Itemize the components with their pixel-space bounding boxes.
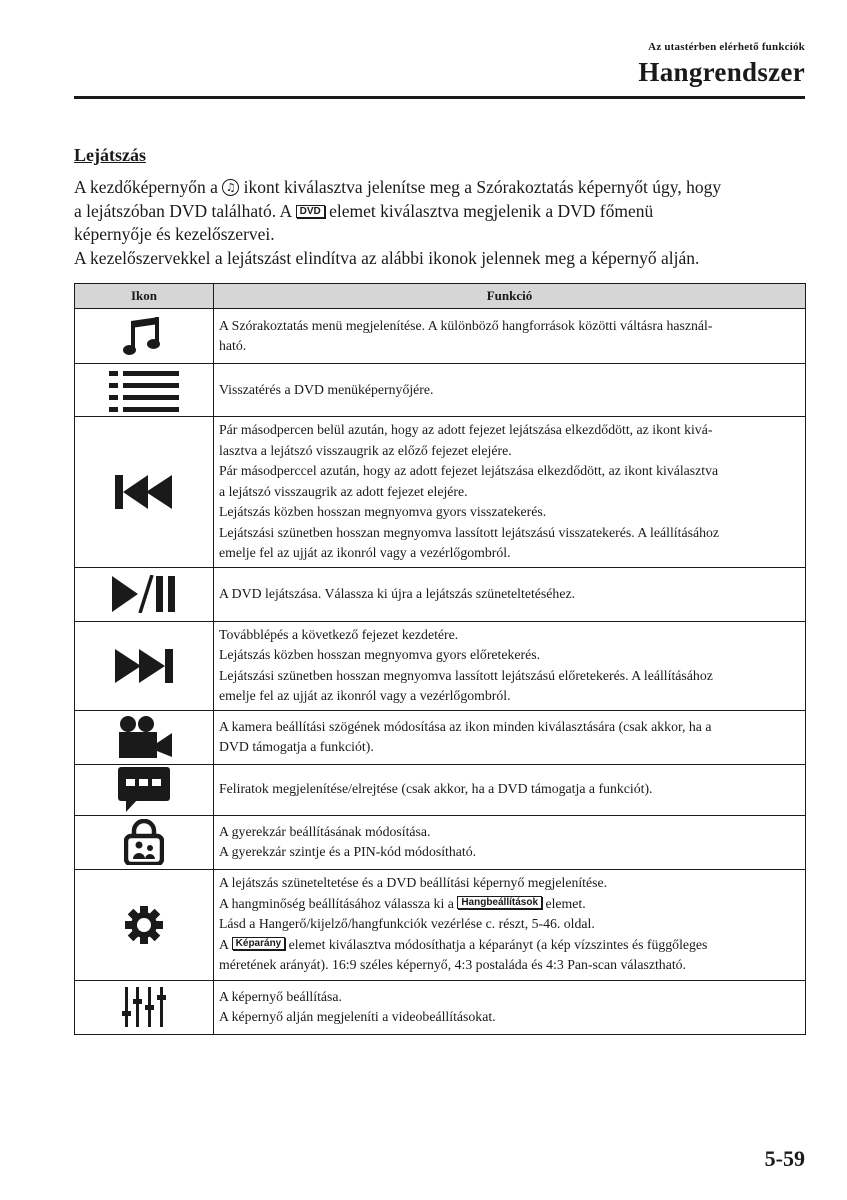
function-table [74, 283, 806, 1035]
icon-cell [75, 309, 214, 364]
description-cell [214, 621, 806, 710]
description-line: A Szórakoztatás menü megjelenítése. A különböző hangforrások közötti váltásra használ- [219, 317, 713, 333]
skip-previous-icon [115, 475, 173, 509]
description-cell [214, 710, 806, 764]
description-cell [214, 309, 806, 364]
description-cell [214, 869, 806, 980]
page-number: 5-59 [764, 1146, 805, 1171]
description-cell [214, 567, 806, 621]
table-header-row [75, 284, 806, 309]
table-row [75, 815, 806, 869]
icon-cell [75, 417, 214, 568]
description-line: Visszatérés a DVD menüképernyőjére. [219, 381, 434, 397]
icon-cell [75, 710, 214, 764]
description-line: Továbblépés a következő fejezet kezdetére. [219, 626, 459, 642]
header-divider [74, 96, 805, 99]
description-cell [214, 364, 806, 417]
description-line: Feliratok megjelenítése/elrejtése (csak akkor, ha a DVD támogatja a funkciót). [219, 781, 653, 797]
dvd-button[interactable]: DVD [296, 205, 325, 218]
description-line: Lejátszási szünetben hosszan megnyomva lassított lejátszású visszatekerés. A leállításához [219, 524, 719, 540]
table-row [75, 869, 806, 980]
intro-text: a lejátszóban DVD található. A [74, 200, 296, 221]
page-title: Hangrendszer [638, 57, 805, 87]
sound-settings-button[interactable]: Hangbeállítások [457, 896, 542, 909]
chapter-subtitle: Az utastérben elérhető funkciók [648, 41, 805, 53]
description-line: DVD támogatja a funkciót). [219, 739, 374, 754]
header-function: Funkció [214, 284, 806, 309]
video-camera-icon [115, 715, 173, 759]
intro-text: A kezdőképernyőn a [74, 177, 223, 197]
description-line: A gyerekzár beállításának módosítása. [219, 823, 431, 839]
skip-next-icon [115, 649, 173, 683]
child-lock-icon [124, 819, 164, 865]
play-pause-icon [112, 575, 176, 613]
description-line [219, 894, 800, 915]
intro-line-1 [74, 176, 814, 200]
description-cell [214, 417, 806, 568]
icon-cell [75, 980, 214, 1034]
description-text: elemet kiválasztva módosíthatja a képarányt (a kép vízszintes és függőleges [285, 936, 708, 952]
table-row [75, 764, 806, 815]
icon-cell [75, 815, 214, 869]
description-line: Lejátszási szünetben hosszan megnyomva lassított lejátszású előretekerés. A leállításához [219, 667, 713, 683]
intro-text: ikont kiválasztva jelenítse meg a Szórakoztatás képernyőt úgy, hogy [239, 177, 722, 197]
description-line: emelje fel az ujját az ikonról vagy a vezérlőgombról. [219, 545, 511, 560]
table-row [75, 309, 806, 364]
intro-line-3: képernyője és kezelőszervei. [74, 224, 275, 244]
description-line: Lásd a Hangerő/kijelző/hangfunkciók vezérlése c. részt, 5-46. oldal. [219, 916, 595, 932]
icon-cell [75, 364, 214, 417]
list-menu-icon [109, 367, 179, 413]
description-line: ható. [219, 338, 247, 353]
music-note-icon: ♫ [222, 179, 239, 196]
description-line: A DVD lejátszása. Válassza ki újra a lejátszás szüneteltetéséhez. [219, 585, 576, 601]
description-line: A kamera beállítási szögének módosítása az ikon minden kiválasztására (csak akkor, ha a [219, 718, 712, 734]
icon-cell [75, 567, 214, 621]
table-row [75, 417, 806, 568]
table-row [75, 364, 806, 417]
table-row [75, 710, 806, 764]
description-line: Lejátszás közben hosszan megnyomva gyors előretekerés. [219, 647, 541, 662]
description-text: elemet. [542, 895, 586, 911]
description-line: Pár másodpercen belül azután, hogy az adott fejezet lejátszása elkezdődött, az ikont kivá- [219, 422, 713, 437]
table-row [75, 980, 806, 1034]
description-line: a lejátszó visszaugrik az adott fejezet elejére. [219, 483, 468, 499]
music-note-icon [121, 313, 167, 359]
aspect-ratio-button[interactable]: Képarány [232, 937, 286, 950]
table-row [75, 567, 806, 621]
description-text: A hangminőség beállításához válassza ki a [219, 895, 458, 911]
icon-cell [75, 764, 214, 815]
description-line: A képernyő alján megjeleníti a videobeállításokat. [219, 1009, 496, 1024]
description-line: A képernyő beállítása. [219, 988, 342, 1004]
description-line: A gyerekzár szintje és a PIN-kód módosítható. [219, 844, 477, 859]
description-cell [214, 980, 806, 1034]
description-line: méretének arányát). 16:9 széles képernyő, 4:3 postaláda és 4:3 Pan-scan választható. [219, 957, 687, 973]
table-row [75, 621, 806, 710]
subtitles-icon [118, 767, 170, 813]
description-line: A lejátszás szüneteltetése és a DVD beállítási képernyő megjelenítése. [219, 875, 608, 891]
description-cell [214, 764, 806, 815]
description-line: Pár másodperccel azután, hogy az adott fejezet lejátszása elkezdődött, az ikont kiválasztva [219, 463, 719, 478]
description-line [219, 935, 800, 956]
gear-icon [124, 905, 164, 945]
section-title: Lejátszás [74, 145, 146, 165]
header-icon: Ikon [75, 284, 214, 309]
description-cell [214, 815, 806, 869]
description-line: lasztva a lejátszó visszaugrik az előző fejezet elejére. [219, 442, 512, 458]
equalizer-icon [122, 987, 166, 1027]
icon-cell [75, 621, 214, 710]
intro-line-2 [74, 200, 814, 224]
intro-text: elemet kiválasztva megjelenik a DVD főmenü [324, 200, 654, 221]
description-line: emelje fel az ujját az ikonról vagy a vezérlőgombról. [219, 688, 511, 703]
icon-cell [75, 869, 214, 980]
description-text: A [219, 936, 232, 952]
description-line: Lejátszás közben hosszan megnyomva gyors visszatekerés. [219, 504, 547, 519]
intro-line-4: A kezelőszervekkel a lejátszást elindítva az alábbi ikonok jelennek meg a képernyő alján. [74, 247, 700, 268]
intro-paragraph [74, 176, 814, 270]
